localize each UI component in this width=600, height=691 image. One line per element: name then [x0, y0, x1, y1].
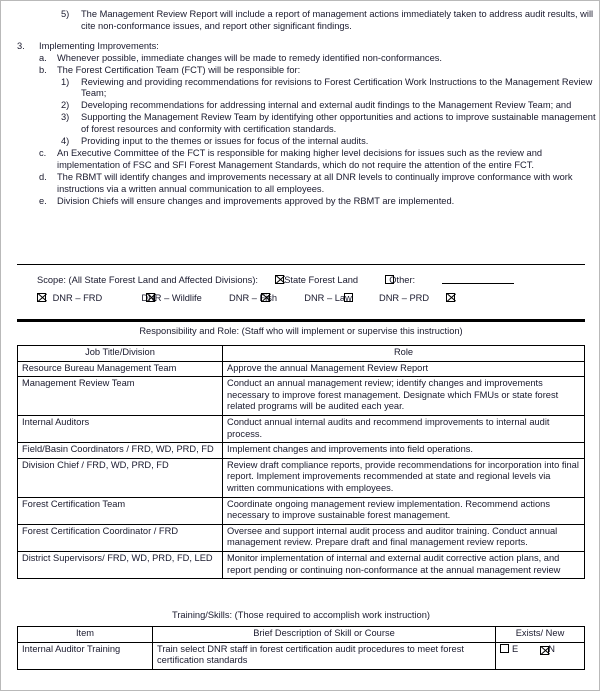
- scope-label: Scope: (All State Forest Land and Affected Divisions):: [37, 275, 259, 285]
- outline-text: Whenever possible, immediate changes will be made to remedy identified non-conformances.: [57, 52, 442, 63]
- outline-marker: e.: [39, 195, 47, 206]
- training-table: [17, 626, 585, 670]
- cell-role: Review draft compliance reports, provide recommendations for incorporation into final report. Implement improvements recommended at state and regional levels via written communications with employees.: [223, 458, 585, 497]
- checkbox-dnr-prd[interactable]: [446, 293, 455, 302]
- checkbox-dnr-fish[interactable]: [261, 293, 270, 302]
- outline-item: [1, 41, 600, 53]
- cell-role: Approve the annual Management Review Report: [223, 361, 585, 377]
- outline-marker: c.: [39, 147, 47, 158]
- outline-text: The RBMT will identify changes and improvements necessary at all DNR levels to continually improve conformance with work instructions via a written annual communication to all employees.: [57, 171, 573, 194]
- table-header-row: [18, 346, 585, 362]
- responsibility-table: [17, 345, 585, 579]
- cell-role: Conduct an annual management review; identify changes and improvements necessary to improve forest management. Designate which FMUs or state forest related programs will be audited each year.: [223, 377, 585, 416]
- division-label-prd: DNR – PRD: [378, 293, 430, 303]
- outline-marker: b.: [39, 64, 47, 75]
- checkbox-new[interactable]: [540, 646, 549, 655]
- outline-marker: 3.: [17, 40, 25, 51]
- cell-job-title: Field/Basin Coordinators / FRD, WD, PRD, FD: [18, 443, 223, 459]
- division-label-fish: DNR – Fish: [229, 293, 278, 303]
- cell-job-title: Management Review Team: [18, 377, 223, 416]
- outline-marker: 3): [61, 112, 70, 123]
- division-group-fish: [229, 291, 277, 305]
- cell-job-title: Division Chief / FRD, WD, PRD, FD: [18, 458, 223, 497]
- checkbox-other[interactable]: [385, 275, 394, 284]
- cell-role: Monitor implementation of internal and external audit corrective action plans, and report pending or continuing non-conformance at the annual management review: [223, 551, 585, 578]
- checkbox-state-forest-land[interactable]: [275, 275, 284, 284]
- cell-job-title: Forest Certification Team: [18, 497, 223, 524]
- outline-item: [1, 172, 600, 196]
- outline-marker: d.: [39, 171, 47, 182]
- outline-text: The Management Review Report will include a report of management actions immediately taken to address audit results, will cite non-conformance issues, and report other significant findings.: [81, 9, 594, 31]
- table-row: [18, 377, 585, 416]
- outline-item: [1, 77, 600, 101]
- responsibility-caption: Responsibility and Role: (Staff who will implement or supervise this instruction): [139, 326, 463, 336]
- table-row: [18, 642, 585, 669]
- table-row: [18, 415, 585, 442]
- new-checkbox-group: [540, 644, 555, 656]
- table-row: [18, 497, 585, 524]
- outline-item: [1, 136, 600, 148]
- outline-text: Supporting the Management Review Team by identifying other opportunities and actions to improve sustainable management of forest resources and conformity with certification standards.: [81, 112, 596, 135]
- responsibility-top-rule: [17, 319, 585, 322]
- checkbox-exists[interactable]: [500, 644, 509, 653]
- outline-item: [1, 196, 600, 208]
- table-header-row: [18, 627, 585, 643]
- cell-role: Oversee and support internal audit process and auditor training. Conduct annual management review. Prepare draft and final management review reports.: [223, 524, 585, 551]
- outline-item: [1, 112, 600, 136]
- training-caption: Training/Skills: (Those required to accomplish work instruction): [172, 610, 430, 620]
- division-group-law: [304, 291, 352, 305]
- outline-text: Providing input to the themes or issues for focus of the internal audits.: [81, 136, 369, 147]
- outline-marker: 5): [61, 9, 70, 19]
- outline-text-block: [1, 9, 600, 208]
- scope-line-primary: [1, 273, 600, 287]
- outline-item: [1, 100, 600, 112]
- cell-job-title: Forest Certification Coordinator / FRD: [18, 524, 223, 551]
- header-exists-new: Exists/ New: [496, 627, 585, 643]
- scope-top-rule: [17, 264, 585, 265]
- header-role: Role: [223, 346, 585, 362]
- outline-text: Implementing Improvements:: [39, 40, 159, 51]
- scope-other-write-in[interactable]: [442, 274, 514, 284]
- outline-text: Reviewing and providing recommendations for revisions to Forest Certification Work Instructions to the Management Review Team;: [81, 76, 593, 99]
- scope-state-forest-land-label: State Forest Land: [284, 275, 359, 285]
- checkbox-dnr-frd[interactable]: [37, 293, 46, 302]
- outline-item: [1, 9, 600, 33]
- label-new: N: [548, 643, 555, 654]
- cell-job-title: District Supervisors/ FRD, WD, PRD, FD, LED: [18, 551, 223, 578]
- table-row: [18, 458, 585, 497]
- cell-job-title: Resource Bureau Management Team: [18, 361, 223, 377]
- cell-role: Coordinate ongoing management review implementation. Recommend actions necessary to improve sustainable forest management.: [223, 497, 585, 524]
- outline-text: An Executive Committee of the FCT is responsible for making higher level decisions for issues such as the review and implementation of FSC and SFI Forest Management Standards, which do not require the attention of the entire FCT.: [57, 147, 543, 170]
- scope-line-divisions: [1, 291, 600, 305]
- cell-description: Train select DNR staff in forest certification audit procedures to meet forest certification standards: [153, 642, 496, 669]
- table-row: [18, 524, 585, 551]
- outline-marker: a.: [39, 52, 47, 63]
- outline-marker: 2): [61, 100, 70, 111]
- cell-exists-new: [496, 642, 585, 669]
- scope-other-group: [385, 273, 415, 287]
- division-group-wildlife: [141, 291, 201, 305]
- cell-job-title: Internal Auditors: [18, 415, 223, 442]
- checkbox-dnr-wildlife[interactable]: [146, 293, 155, 302]
- header-item: Item: [18, 627, 153, 643]
- outline-marker: 4): [61, 136, 70, 147]
- checkbox-dnr-law[interactable]: [344, 293, 353, 302]
- outline-item: [1, 148, 600, 172]
- cell-item: Internal Auditor Training: [18, 642, 153, 669]
- outline-spacer: [1, 33, 600, 41]
- division-label-wildlife: DNR – Wildlife: [141, 293, 202, 303]
- outline-text: Developing recommendations for addressing internal and external audit findings to the Management Review Team; and: [81, 100, 572, 111]
- outline-text: Division Chiefs will ensure changes and improvements approved by the RBMT are implemented.: [57, 195, 455, 206]
- header-job-title: Job Title/Division: [18, 346, 223, 362]
- table-row: [18, 361, 585, 377]
- outline-text: The Forest Certification Team (FCT) will be responsible for:: [57, 64, 301, 75]
- outline-item: [1, 53, 600, 65]
- cell-role: Conduct annual internal audits and recommend improvements to internal audit process.: [223, 415, 585, 442]
- label-exists: E: [512, 643, 519, 654]
- division-label-frd: DNR – FRD: [52, 293, 103, 303]
- outline-marker: 1): [61, 76, 70, 87]
- scope-other-label: Other:: [389, 275, 416, 285]
- table-row: [18, 551, 585, 578]
- division-label-law: DNR – Law: [304, 293, 352, 303]
- cell-role: Implement changes and improvements into field operations.: [223, 443, 585, 459]
- outline-item: [1, 65, 600, 77]
- header-description: Brief Description of Skill or Course: [153, 627, 496, 643]
- scope-block: [1, 273, 600, 305]
- table-row: [18, 443, 585, 459]
